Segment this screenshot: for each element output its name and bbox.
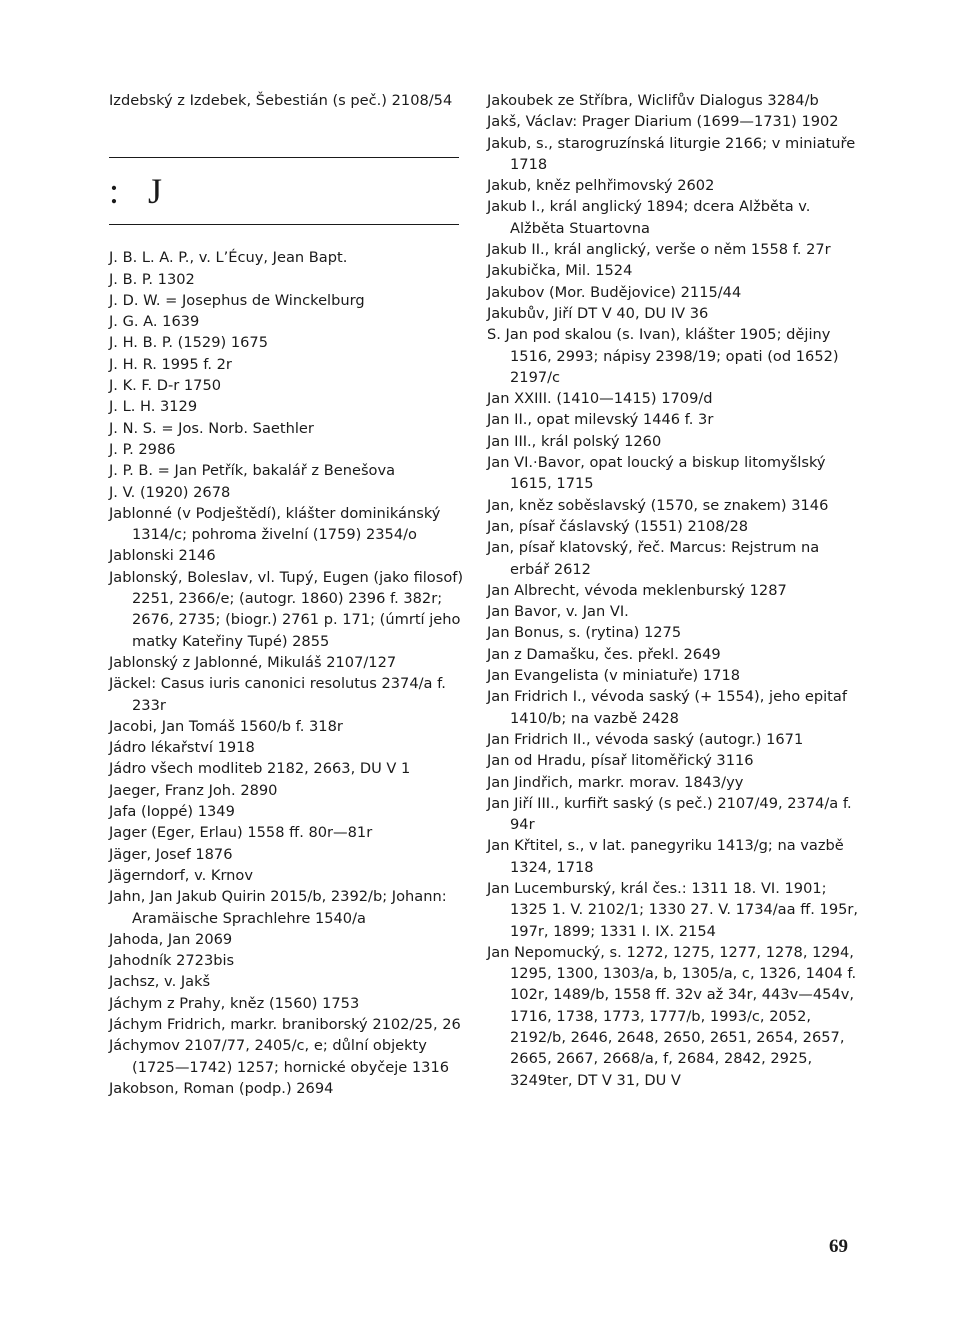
index-entry: Jan Fridrich I., vévoda saský (+ 1554), jeho epitaf 1410/b; na vazbě 2428 — [487, 688, 847, 727]
index-entry: Jablonský z Jablonné, Mikuláš 2107/127 — [109, 653, 397, 671]
index-entry: Jádro lékařství 1918 — [109, 739, 255, 757]
index-entry: Jan Lucemburský, král čes.: 1311 18. VI. 1901; 1325 1. V. 2102/1; 1330 27. V. 1734/aa ff. 195r, 197r, 1899; 1331 I. IX. 2154 — [487, 879, 859, 940]
index-entry: J. N. S. = Jos. Norb. Saethler — [109, 419, 314, 437]
index-entry: Jakub, s., starogruzínská liturgie 2166; v miniatuře 1718 — [487, 134, 856, 173]
index-entry: Jádro všech modliteb 2182, 2663, DU V 1 — [109, 760, 411, 778]
index-entry: Jäger, Josef 1876 — [109, 845, 233, 863]
index-entry: Jakub, kněz pelhřimovský 2602 — [487, 177, 715, 195]
index-entry: Jan XXIII. (1410—1415) 1709/d — [487, 390, 713, 408]
index-entry: J. L. H. 3129 — [109, 398, 198, 416]
index-entry: Jáchymov 2107/77, 2405/c, e; důlní objekty (1725—1742) 1257; hornické obyčeje 1316 — [109, 1037, 450, 1076]
index-entry: Jan Bavor, v. Jan VI. — [487, 603, 629, 621]
index-entry: Jáchym z Prahy, kněz (1560) 1753 — [109, 994, 360, 1012]
index-entry: Jahoda, Jan 2069 — [109, 930, 233, 948]
index-entry: J. H. R. 1995 f. 2r — [109, 355, 232, 373]
index-entry: Jan, písař čáslavský (1551) 2108/28 — [487, 517, 749, 535]
index-entry: S. Jan pod skalou (s. Ivan), klášter 1905; dějiny 1516, 2993; nápisy 2398/19; opati (od 1652) 2197/c — [487, 326, 839, 386]
index-entry: Jakobson, Roman (podp.) 2694 — [109, 1079, 334, 1097]
index-entry: Jablonné (v Podještědí), klášter dominikánský 1314/c; pohroma živelní (1759) 2354/o — [109, 504, 441, 544]
index-entry: Jahodník 2723bis — [109, 952, 235, 970]
index-entry: Jakub II., král anglický, verše o něm 1558 f. 27r — [487, 241, 831, 259]
index-entry: Jan VI.·Bavor, opat loucký a biskup litomyšlský 1615, 1715 — [487, 454, 826, 493]
section-rule-bottom — [109, 224, 459, 225]
index-entry: J. B. L. A. P., v. L’Écuy, Jean Bapt. — [109, 249, 348, 267]
index-entry: Jaeger, Franz Joh. 2890 — [109, 781, 278, 799]
index-entry: J. P. 2986 — [109, 440, 176, 458]
index-entry: Izdebský z Izdebek, Šebestián (s peč.) 2108/54 — [109, 92, 453, 109]
index-entry: Jan II., opat milevský 1446 f. 3r — [487, 411, 714, 429]
index-entry: Jan od Hradu, písař litoměřický 3116 — [487, 752, 754, 770]
index-entry: J. D. W. = Josephus de Winckelburg — [109, 291, 365, 309]
index-entry: Jan Fridrich II., vévoda saský (autogr.) 1671 — [487, 730, 804, 748]
index-entry: Jan Jindřich, markr. morav. 1843/yy — [487, 773, 744, 791]
index-entry: Jan III., král polský 1260 — [487, 432, 662, 450]
index-entry: Jablonski 2146 — [109, 547, 216, 565]
index-entry: Jan Jiří III., kurfiřt saský (s peč.) 2107/49, 2374/a f. 94r — [487, 794, 852, 834]
left-column — [109, 90, 467, 1099]
index-entry: Jan z Damašku, čes. překl. 2649 — [487, 645, 721, 663]
index-entry: Jan Evangelista (v miniatuře) 1718 — [487, 667, 741, 685]
right-entry-list — [487, 90, 859, 1091]
index-entry: Jakubův, Jiří DT V 40, DU IV 36 — [487, 304, 709, 322]
index-entry: Jan, kněz soběslavský (1570, se znakem) 3146 — [487, 496, 829, 514]
index-entry: Jakub I., král anglický 1894; dcera Alžběta v. Alžběta Stuartovna — [487, 198, 811, 237]
index-entry: Jan Nepomucký, s. 1272, 1275, 1277, 1278, 1294, 1295, 1300, 1303/a, b, 1305/a, c, 1326, 1404 f. 102r, 1489/b, 1558 ff. 32v až 34r, 443v—454v, 1716, 1738, 1773, 1777/b, 1993/c, 2052, 2192/b, 2646, 2648, 2650, 2651, 2654, 2657, 2665, 2667, 2668/a, f, 2684, 2842, 2925, 3249ter, DT V 31, DU V — [487, 943, 857, 1089]
index-entry: Jakubov (Mor. Budějovice) 2115/44 — [487, 283, 742, 301]
index-entry: Jan, písař klatovský, řeč. Marcus: Rejstrum na erbář 2612 — [487, 539, 820, 578]
page-number: 69 — [829, 1236, 848, 1257]
index-entry: J. H. B. P. (1529) 1675 — [109, 334, 268, 352]
index-entry: Jablonský, Boleslav, vl. Tupý, Eugen (jako filosof) 2251, 2366/e; (autogr. 1860) 2396 f. 382r; 2676, 2735; (biogr.) 2761 p. 171; (úmrtí jeho matky Kateřiny Tupé) 2855 — [109, 568, 464, 650]
index-entry: Jan Křtitel, s., v lat. panegyriku 1413/g; na vazbě 1324, 1718 — [487, 837, 844, 876]
index-entry: Jakubička, Mil. 1524 — [487, 262, 633, 280]
index-entry: J. P. B. = Jan Petřík, bakalář z Benešova — [109, 462, 396, 480]
left-entry-list — [109, 247, 467, 1099]
index-entry: Jachsz, v. Jakš — [109, 973, 211, 991]
section-letter-heading: : J — [109, 170, 173, 211]
index-entry: Jager (Eger, Erlau) 1558 ff. 80r—81r — [109, 824, 373, 842]
index-entry: Jáchym Fridrich, markr. braniborský 2102/25, 26 — [109, 1015, 461, 1033]
index-entry: J. K. F. D-r 1750 — [109, 377, 222, 395]
right-column — [487, 90, 859, 1091]
index-entry: Jägerndorf, v. Krnov — [109, 866, 253, 884]
index-entry: J. V. (1920) 2678 — [109, 483, 231, 501]
index-entry: Jahn, Jan Jakub Quirin 2015/b, 2392/b; Johann: Aramäische Sprachlehre 1540/a — [109, 888, 447, 927]
index-entry: Jakoubek ze Stříbra, Wiclifův Dialogus 3284/b — [487, 92, 819, 109]
index-entry: Jan Bonus, s. (rytina) 1275 — [487, 624, 682, 642]
index-entry: Jafa (Ioppé) 1349 — [109, 803, 235, 821]
index-entry: J. G. A. 1639 — [109, 313, 200, 331]
index-entry: Jakš, Václav: Prager Diarium (1699—1731) 1902 — [487, 113, 839, 131]
index-entry: Jäckel: Casus iuris canonici resolutus 2374/a f. 233r — [109, 675, 446, 714]
index-entry: J. B. P. 1302 — [109, 270, 195, 288]
index-entry: Jacobi, Jan Tomáš 1560/b f. 318r — [109, 717, 343, 735]
index-entry: Jan Albrecht, vévoda meklenburský 1287 — [487, 581, 787, 599]
